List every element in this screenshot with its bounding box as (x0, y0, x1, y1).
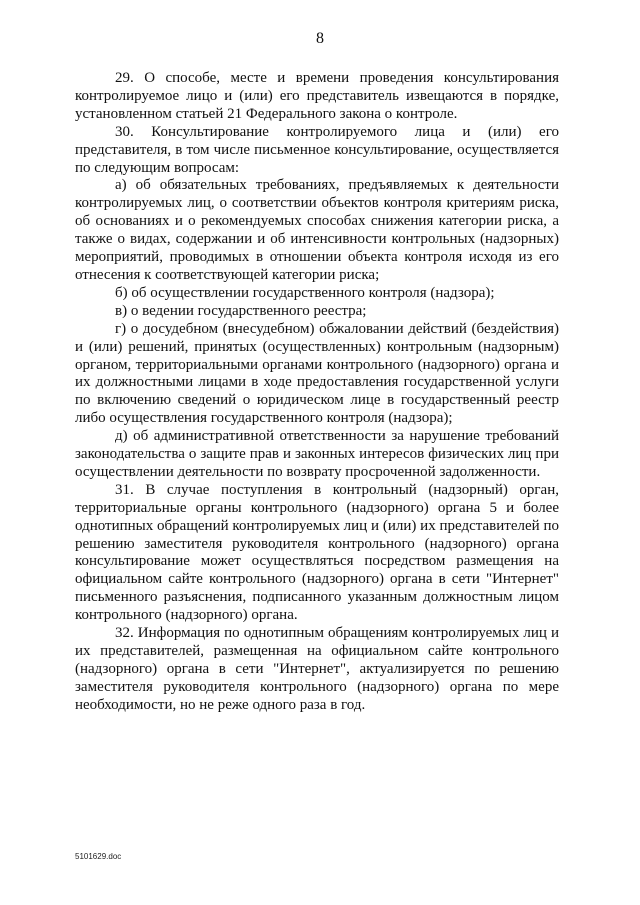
paragraph-30-item-a: а) об обязательных требованиях, предъявляемых к деятельности контролируемых лиц, о соответствии объектов контроля критериям риска, об основаниях и о рекомендуемых способах снижения категории риска, а также о видах, содержании и об интенсивности контрольных (надзорных) мероприятий, проводимых в отношении объекта контроля исходя из его отнесения к соответствующей категории риска; (75, 177, 559, 283)
paragraph-30-item-d: д) об административной ответственности за нарушение требований законодательства о защите прав и законных интересов физических лиц при осуществлении деятельности по возврату просроченной задолженности. (75, 428, 559, 480)
paragraph-31: 31. В случае поступления в контрольный (надзорный) орган, территориальные органы контрольного (надзорного) органа 5 и более однотипных обращений контролируемых лиц и (или) их представителей по решению заместителя руководителя контрольного (надзорного) органа консультирование может осуществляться посредством размещения на официальном сайте контрольного (надзорного) органа в сети "Интернет" письменного разъяснения, подписанного указанным должностным лицом контрольного (надзорного) органа. (75, 481, 559, 624)
page-number: 8 (316, 30, 324, 47)
paragraph-30-item-v: в) о ведении государственного реестра; (115, 302, 367, 319)
paragraph-29: 29. О способе, месте и времени проведения консультирования контролируемое лицо и (или) его представитель извещаются в порядке, установленном статьей 21 Федерального закона о контроле. (75, 70, 559, 122)
paragraph-30-item-b: б) об осуществлении государственного контроля (надзора); (115, 284, 495, 301)
paragraph-30: 30. Консультирование контролируемого лица и (или) его представителя, в том числе письменное консультирование, осуществляется по следующим вопросам: (75, 123, 559, 176)
paragraph-30-item-g: г) о досудебном (внесудебном) обжаловании действий (бездействия) и (или) решений, принятых (осуществленных) контрольным (надзорным) органом, территориальными органами контрольного (надзорного) органа и их должностными лицами в ходе предоставления государственной услуги по включению сведений о юридическом лице в государственный реестр либо осуществления государственного контроля (надзора); (75, 320, 559, 427)
paragraph-32: 32. Информация по однотипным обращениям контролируемых лиц и их представителей, размещенная на официальном сайте контрольного (надзорного) органа в сети "Интернет", актуализируется по решению заместителя руководителя контрольного (надзорного) органа по мере необходимости, но не реже одного раза в год. (75, 625, 559, 713)
footer-filename: 5101629.doc (75, 852, 122, 861)
document-body (75, 70, 559, 715)
